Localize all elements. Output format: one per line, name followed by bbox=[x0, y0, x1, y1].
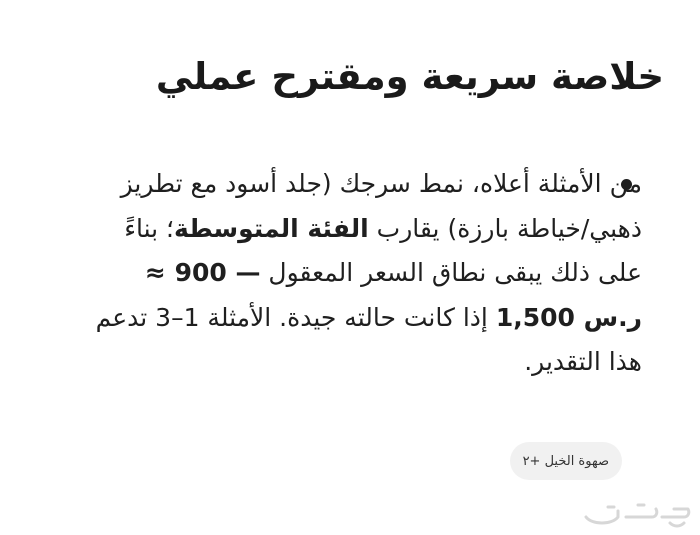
price-range: ≈ 900 — 1,500 ر.س bbox=[144, 258, 642, 332]
paragraph-text-2: ؛ بناءً على ذلك يبقى نطاق السعر المعقول bbox=[124, 213, 642, 287]
section-heading: خلاصة سريعة ومقترح عملي bbox=[155, 55, 664, 98]
paragraph-text-3: إذا كانت حالته جيدة. الأمثلة 1–3 تدعم هذا التقدير. bbox=[95, 302, 642, 376]
source-chip[interactable]: صهوة الخيل +٢ bbox=[510, 442, 622, 480]
haraj-watermark-logo bbox=[578, 493, 696, 533]
paragraph-text-1: من الأمثلة أعلاه، نمط سرجك (جلد أسود مع تطريز ذهبي/خياطة بارزة) يقارب bbox=[120, 169, 642, 243]
bold-category-text: الفئة المتوسطة bbox=[174, 213, 369, 243]
summary-paragraph bbox=[82, 162, 642, 385]
